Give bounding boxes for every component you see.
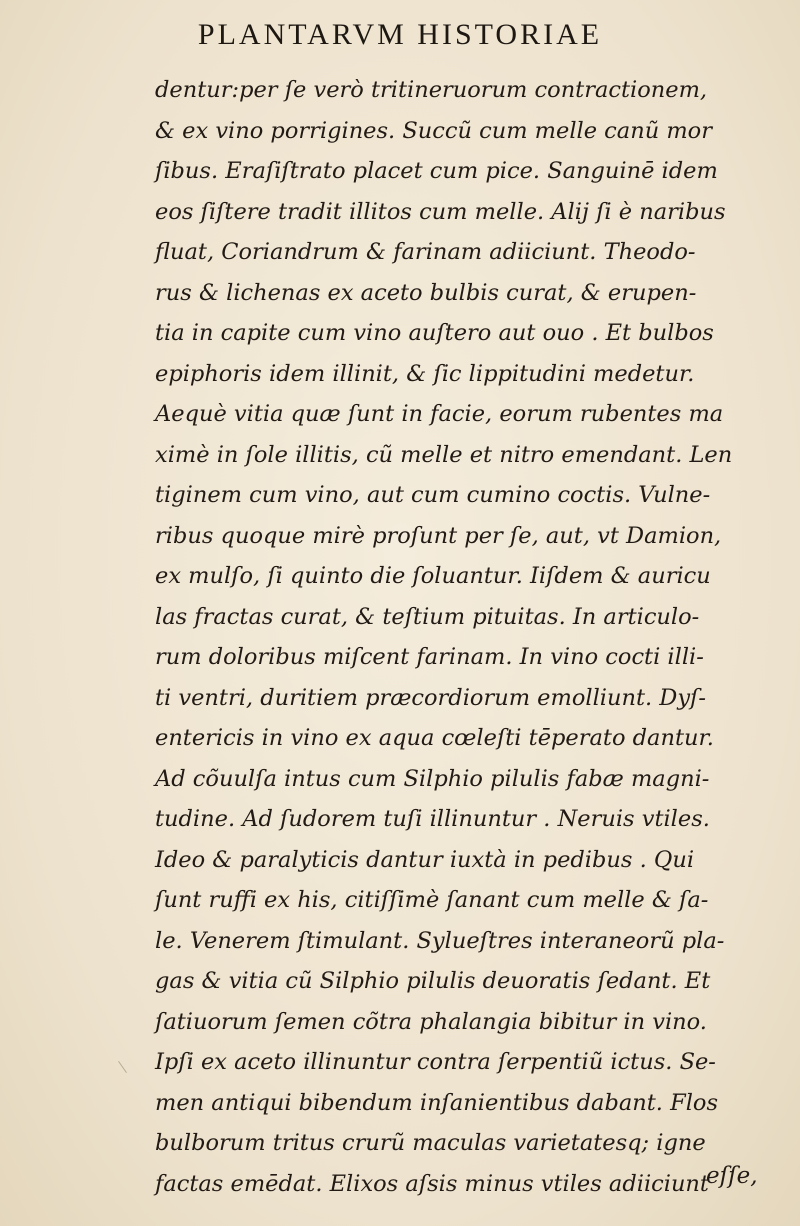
- text-line: las fractas curat, & teſtium pituitas. In articulo-: [155, 603, 700, 630]
- text-line: ſibus. Eraſiſtrato placet cum pice. Sanguinē idem: [155, 158, 718, 184]
- text-line: Ad cõuulſa intus cum Silphio pilulis fabæ magni-: [155, 765, 710, 792]
- text-line: & ex vino porrigines. Succũ cum melle canũ mor: [155, 117, 712, 144]
- text-line: fluat, Coriandrum & farinam adiiciunt. Theodo-: [155, 239, 696, 265]
- text-line: bulborum tritus crurũ maculas varietatesq; igne: [155, 1130, 706, 1156]
- text-line: entericis in vino ex aqua cœleſti tēperato dantur.: [155, 725, 714, 751]
- text-line: eos ſiſtere tradit illitos cum melle. Alij ſi è naribus: [155, 198, 726, 225]
- text-line: Ipſi ex aceto illinuntur contra ſerpentiũ ictus. Se-: [155, 1049, 716, 1075]
- text-line: tiginem cum vino, aut cum cumino coctis. Vulne-: [155, 482, 711, 508]
- text-line: factas emēdat. Elixos aſsis minus vtiles adiiciunt: [155, 1170, 709, 1197]
- text-line: ribus quoque mirè proſunt per ſe, aut, vt Damion,: [155, 522, 722, 549]
- text-line: epiphoris idem illinit, & ſic lippitudini medetur.: [155, 360, 695, 387]
- text-line: rus & lichenas ex aceto bulbis curat, & erupen-: [155, 279, 697, 306]
- text-line: ſatiuorum ſemen cõtra phalangia bibitur in vino.: [155, 1008, 707, 1035]
- text-line: rum doloribus miſcent farinam. In vino cocti illi-: [155, 644, 704, 670]
- text-line: Aequè vitia quæ ſunt in facie, eorum rubentes ma: [155, 401, 724, 427]
- text-line: le. Venerem ſtimulant. Sylueſtres interaneorũ pla-: [155, 927, 725, 954]
- text-line: dentur:per ſe verò tritineruorum contractionem,: [155, 77, 708, 103]
- catchword: eſſe,: [706, 1163, 758, 1189]
- text-line: ſunt ruffi ex his, citiſſimè ſanant cum melle & ſa-: [155, 887, 709, 913]
- text-line: tudine. Ad ſudorem tuſi illinuntur . Neruis vtiles.: [155, 806, 710, 832]
- text-line: Ideo & paralyticis dantur iuxtà in pedibus . Qui: [155, 846, 695, 873]
- margin-mark: [118, 1061, 127, 1073]
- text-line: men antiqui bibendum inſanientibus dabant. Flos: [155, 1089, 718, 1116]
- text-line: tia in capite cum vino auſtero aut ouo . Et bulbos: [155, 320, 714, 346]
- text-line: gas & vitia cũ Silphio pilulis deuoratis ſedant. Et: [155, 968, 711, 994]
- text-line: ximè in ſole illitis, cũ melle et nitro emendant. Len: [155, 441, 733, 468]
- text-block: [155, 70, 795, 1204]
- text-line: ex mulſo, ſi quinto die ſoluantur. Iiſdem & auricu: [155, 563, 711, 589]
- running-head: PLANTARVM HISTORIAE: [197, 18, 603, 51]
- text-line: ti ventri, duritiem præcordiorum emolliunt. Dyſ-: [155, 684, 706, 711]
